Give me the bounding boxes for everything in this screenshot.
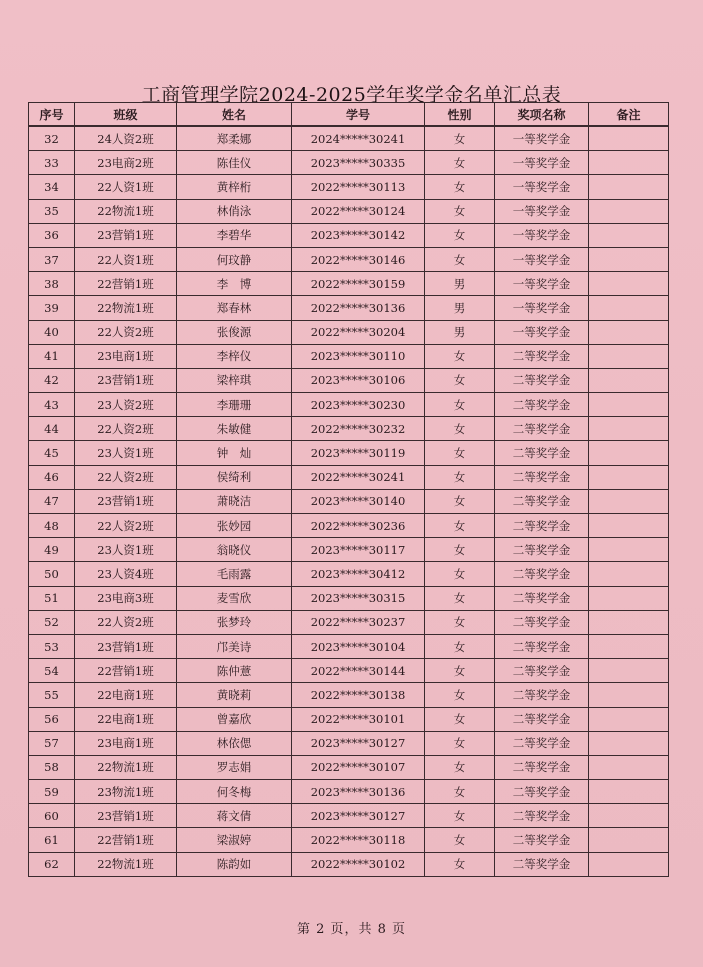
cell-name: 翁晓仪	[177, 538, 292, 562]
cell-class: 22人资1班	[75, 247, 177, 271]
cell-gender: 女	[425, 223, 495, 247]
cell-remarks	[589, 489, 669, 513]
cell-remarks	[589, 272, 669, 296]
scholarship-table	[28, 102, 669, 877]
cell-class: 23营销1班	[75, 223, 177, 247]
cell-class: 23电商2班	[75, 151, 177, 175]
cell-award: 二等奖学金	[495, 707, 589, 731]
cell-name: 麦雪欣	[177, 586, 292, 610]
cell-name: 毛雨露	[177, 562, 292, 586]
cell-name: 黄梓桁	[177, 175, 292, 199]
cell-gender: 男	[425, 296, 495, 320]
cell-remarks	[589, 223, 669, 247]
cell-gender: 女	[425, 126, 495, 151]
cell-class: 22电商1班	[75, 707, 177, 731]
cell-student-id: 2022*****30241	[292, 465, 425, 489]
table-row	[29, 804, 669, 828]
table-header-row	[29, 103, 669, 127]
cell-student-id: 2022*****30138	[292, 683, 425, 707]
cell-student-id: 2023*****30136	[292, 780, 425, 804]
cell-class: 23物流1班	[75, 780, 177, 804]
table-row	[29, 296, 669, 320]
cell-remarks	[589, 320, 669, 344]
cell-index: 40	[29, 320, 75, 344]
cell-name: 李梓仪	[177, 344, 292, 368]
cell-class: 23电商1班	[75, 344, 177, 368]
cell-award: 二等奖学金	[495, 393, 589, 417]
cell-award: 二等奖学金	[495, 344, 589, 368]
cell-gender: 女	[425, 489, 495, 513]
cell-class: 23人资2班	[75, 393, 177, 417]
cell-gender: 男	[425, 320, 495, 344]
table-row	[29, 272, 669, 296]
cell-name: 蒋文倩	[177, 804, 292, 828]
cell-class: 23营销1班	[75, 634, 177, 658]
cell-award: 二等奖学金	[495, 683, 589, 707]
cell-remarks	[589, 731, 669, 755]
cell-student-id: 2022*****30159	[292, 272, 425, 296]
table-row	[29, 368, 669, 392]
cell-student-id: 2023*****30117	[292, 538, 425, 562]
cell-index: 37	[29, 247, 75, 271]
cell-student-id: 2022*****30107	[292, 755, 425, 779]
cell-name: 陈韵如	[177, 852, 292, 876]
cell-remarks	[589, 780, 669, 804]
cell-award: 二等奖学金	[495, 828, 589, 852]
cell-name: 郑柔娜	[177, 126, 292, 151]
cell-remarks	[589, 610, 669, 634]
table-row	[29, 659, 669, 683]
cell-award: 二等奖学金	[495, 417, 589, 441]
cell-student-id: 2022*****30124	[292, 199, 425, 223]
cell-remarks	[589, 514, 669, 538]
page-title: 工商管理学院2024-2025学年奖学金名单汇总表	[141, 84, 562, 106]
cell-remarks	[589, 562, 669, 586]
cell-gender: 女	[425, 562, 495, 586]
cell-name: 张妙园	[177, 514, 292, 538]
cell-remarks	[589, 296, 669, 320]
cell-index: 44	[29, 417, 75, 441]
table-row	[29, 780, 669, 804]
cell-class: 22物流1班	[75, 296, 177, 320]
cell-award: 二等奖学金	[495, 465, 589, 489]
cell-index: 45	[29, 441, 75, 465]
cell-remarks	[589, 344, 669, 368]
cell-gender: 女	[425, 634, 495, 658]
cell-name: 林依偲	[177, 731, 292, 755]
cell-class: 22营销1班	[75, 659, 177, 683]
cell-student-id: 2023*****30119	[292, 441, 425, 465]
cell-remarks	[589, 126, 669, 151]
table-row	[29, 610, 669, 634]
cell-award: 二等奖学金	[495, 634, 589, 658]
cell-index: 48	[29, 514, 75, 538]
cell-remarks	[589, 804, 669, 828]
cell-gender: 女	[425, 344, 495, 368]
header-index: 序号	[29, 103, 75, 127]
cell-name: 陈仲薏	[177, 659, 292, 683]
cell-student-id: 2023*****30142	[292, 223, 425, 247]
cell-class: 22电商1班	[75, 683, 177, 707]
cell-remarks	[589, 465, 669, 489]
cell-name: 罗志娟	[177, 755, 292, 779]
cell-remarks	[589, 417, 669, 441]
table-row	[29, 852, 669, 876]
cell-award: 二等奖学金	[495, 514, 589, 538]
cell-gender: 女	[425, 151, 495, 175]
cell-award: 二等奖学金	[495, 562, 589, 586]
cell-award: 二等奖学金	[495, 368, 589, 392]
cell-student-id: 2023*****30140	[292, 489, 425, 513]
cell-class: 22人资2班	[75, 320, 177, 344]
cell-name: 张俊源	[177, 320, 292, 344]
cell-index: 60	[29, 804, 75, 828]
table-row	[29, 441, 669, 465]
cell-index: 52	[29, 610, 75, 634]
table-row	[29, 707, 669, 731]
table-row	[29, 634, 669, 658]
cell-student-id: 2023*****30230	[292, 393, 425, 417]
cell-gender: 女	[425, 199, 495, 223]
cell-name: 梁淑婷	[177, 828, 292, 852]
cell-index: 47	[29, 489, 75, 513]
cell-gender: 女	[425, 804, 495, 828]
cell-name: 曾嘉欣	[177, 707, 292, 731]
cell-class: 22人资2班	[75, 465, 177, 489]
cell-gender: 女	[425, 659, 495, 683]
cell-award: 二等奖学金	[495, 852, 589, 876]
table-row	[29, 731, 669, 755]
cell-student-id: 2022*****30101	[292, 707, 425, 731]
cell-name: 陈佳仪	[177, 151, 292, 175]
cell-class: 23人资1班	[75, 538, 177, 562]
table-row	[29, 828, 669, 852]
table-row	[29, 489, 669, 513]
cell-gender: 女	[425, 368, 495, 392]
cell-index: 55	[29, 683, 75, 707]
cell-award: 二等奖学金	[495, 780, 589, 804]
cell-index: 51	[29, 586, 75, 610]
cell-student-id: 2022*****30232	[292, 417, 425, 441]
cell-gender: 女	[425, 707, 495, 731]
cell-class: 24人资2班	[75, 126, 177, 151]
cell-award: 一等奖学金	[495, 175, 589, 199]
cell-index: 59	[29, 780, 75, 804]
cell-student-id: 2022*****30204	[292, 320, 425, 344]
cell-student-id: 2023*****30104	[292, 634, 425, 658]
cell-award: 一等奖学金	[495, 151, 589, 175]
cell-gender: 男	[425, 272, 495, 296]
cell-name: 李 博	[177, 272, 292, 296]
table-row	[29, 199, 669, 223]
table-row	[29, 538, 669, 562]
header-class: 班级	[75, 103, 177, 127]
table-row	[29, 320, 669, 344]
cell-student-id: 2022*****30236	[292, 514, 425, 538]
table-row	[29, 151, 669, 175]
cell-class: 22营销1班	[75, 272, 177, 296]
cell-remarks	[589, 707, 669, 731]
cell-award: 一等奖学金	[495, 272, 589, 296]
cell-award: 一等奖学金	[495, 199, 589, 223]
cell-remarks	[589, 151, 669, 175]
cell-index: 50	[29, 562, 75, 586]
cell-student-id: 2023*****30412	[292, 562, 425, 586]
cell-name: 梁梓琪	[177, 368, 292, 392]
cell-class: 22人资2班	[75, 514, 177, 538]
cell-name: 侯绮利	[177, 465, 292, 489]
cell-gender: 女	[425, 538, 495, 562]
cell-student-id: 2023*****30335	[292, 151, 425, 175]
table-body	[29, 126, 669, 876]
cell-award: 一等奖学金	[495, 247, 589, 271]
cell-class: 23电商1班	[75, 731, 177, 755]
header-gender: 性别	[425, 103, 495, 127]
cell-gender: 女	[425, 731, 495, 755]
cell-award: 二等奖学金	[495, 610, 589, 634]
cell-name: 郑春林	[177, 296, 292, 320]
table-row	[29, 344, 669, 368]
cell-class: 22物流1班	[75, 755, 177, 779]
cell-student-id: 2023*****30106	[292, 368, 425, 392]
cell-award: 二等奖学金	[495, 755, 589, 779]
cell-remarks	[589, 634, 669, 658]
cell-name: 黄晓莉	[177, 683, 292, 707]
cell-student-id: 2022*****30102	[292, 852, 425, 876]
cell-index: 58	[29, 755, 75, 779]
table-row	[29, 126, 669, 151]
header-name: 姓名	[177, 103, 292, 127]
cell-student-id: 2023*****30127	[292, 731, 425, 755]
cell-gender: 女	[425, 175, 495, 199]
cell-name: 邝美诗	[177, 634, 292, 658]
cell-class: 22人资1班	[75, 175, 177, 199]
cell-index: 35	[29, 199, 75, 223]
cell-remarks	[589, 199, 669, 223]
cell-remarks	[589, 393, 669, 417]
cell-remarks	[589, 441, 669, 465]
cell-gender: 女	[425, 441, 495, 465]
cell-award: 二等奖学金	[495, 489, 589, 513]
cell-award: 二等奖学金	[495, 586, 589, 610]
table-row	[29, 175, 669, 199]
cell-name: 何玟静	[177, 247, 292, 271]
cell-class: 23人资1班	[75, 441, 177, 465]
table-row	[29, 223, 669, 247]
table-row	[29, 562, 669, 586]
cell-student-id: 2022*****30136	[292, 296, 425, 320]
cell-gender: 女	[425, 586, 495, 610]
cell-index: 33	[29, 151, 75, 175]
cell-class: 22人资2班	[75, 417, 177, 441]
cell-name: 萧晓洁	[177, 489, 292, 513]
cell-remarks	[589, 175, 669, 199]
table-row	[29, 755, 669, 779]
table-row	[29, 683, 669, 707]
cell-index: 42	[29, 368, 75, 392]
cell-class: 22物流1班	[75, 852, 177, 876]
cell-index: 53	[29, 634, 75, 658]
cell-class: 22人资2班	[75, 610, 177, 634]
cell-award: 二等奖学金	[495, 659, 589, 683]
cell-class: 23电商3班	[75, 586, 177, 610]
cell-class: 22物流1班	[75, 199, 177, 223]
cell-class: 23人资4班	[75, 562, 177, 586]
cell-remarks	[589, 586, 669, 610]
cell-gender: 女	[425, 514, 495, 538]
cell-gender: 女	[425, 610, 495, 634]
cell-remarks	[589, 828, 669, 852]
cell-gender: 女	[425, 755, 495, 779]
cell-name: 何冬梅	[177, 780, 292, 804]
cell-remarks	[589, 538, 669, 562]
cell-index: 36	[29, 223, 75, 247]
cell-index: 32	[29, 126, 75, 151]
cell-index: 38	[29, 272, 75, 296]
cell-student-id: 2023*****30110	[292, 344, 425, 368]
cell-gender: 女	[425, 465, 495, 489]
cell-remarks	[589, 683, 669, 707]
cell-name: 林俏泳	[177, 199, 292, 223]
table-row	[29, 514, 669, 538]
cell-gender: 女	[425, 828, 495, 852]
cell-remarks	[589, 247, 669, 271]
cell-gender: 女	[425, 417, 495, 441]
cell-index: 56	[29, 707, 75, 731]
table-row	[29, 465, 669, 489]
cell-index: 43	[29, 393, 75, 417]
cell-index: 61	[29, 828, 75, 852]
cell-index: 34	[29, 175, 75, 199]
cell-name: 李珊珊	[177, 393, 292, 417]
cell-index: 49	[29, 538, 75, 562]
cell-gender: 女	[425, 852, 495, 876]
cell-award: 二等奖学金	[495, 804, 589, 828]
cell-award: 二等奖学金	[495, 538, 589, 562]
cell-student-id: 2023*****30127	[292, 804, 425, 828]
cell-remarks	[589, 755, 669, 779]
cell-remarks	[589, 659, 669, 683]
cell-class: 23营销1班	[75, 489, 177, 513]
cell-award: 一等奖学金	[495, 296, 589, 320]
page-footer: 第 2 页，共 8 页	[296, 922, 407, 937]
cell-remarks	[589, 368, 669, 392]
cell-award: 二等奖学金	[495, 731, 589, 755]
cell-index: 57	[29, 731, 75, 755]
cell-award: 一等奖学金	[495, 320, 589, 344]
cell-gender: 女	[425, 683, 495, 707]
cell-remarks	[589, 852, 669, 876]
cell-name: 张梦玲	[177, 610, 292, 634]
cell-student-id: 2022*****30146	[292, 247, 425, 271]
cell-name: 钟 灿	[177, 441, 292, 465]
cell-name: 朱敏健	[177, 417, 292, 441]
cell-student-id: 2023*****30315	[292, 586, 425, 610]
cell-gender: 女	[425, 393, 495, 417]
cell-student-id: 2022*****30237	[292, 610, 425, 634]
cell-class: 23营销1班	[75, 804, 177, 828]
cell-student-id: 2022*****30113	[292, 175, 425, 199]
table-row	[29, 417, 669, 441]
cell-index: 39	[29, 296, 75, 320]
cell-index: 41	[29, 344, 75, 368]
cell-award: 一等奖学金	[495, 126, 589, 151]
cell-student-id: 2022*****30144	[292, 659, 425, 683]
cell-student-id: 2022*****30118	[292, 828, 425, 852]
cell-class: 22营销1班	[75, 828, 177, 852]
cell-gender: 女	[425, 247, 495, 271]
cell-name: 李碧华	[177, 223, 292, 247]
cell-award: 一等奖学金	[495, 223, 589, 247]
table-row	[29, 247, 669, 271]
cell-index: 46	[29, 465, 75, 489]
cell-class: 23营销1班	[75, 368, 177, 392]
cell-index: 62	[29, 852, 75, 876]
cell-award: 二等奖学金	[495, 441, 589, 465]
cell-gender: 女	[425, 780, 495, 804]
cell-student-id: 2024*****30241	[292, 126, 425, 151]
table-row	[29, 586, 669, 610]
cell-index: 54	[29, 659, 75, 683]
table-row	[29, 393, 669, 417]
header-student-id: 学号	[292, 103, 425, 127]
header-remarks: 备注	[589, 103, 669, 127]
header-award: 奖项名称	[495, 103, 589, 127]
